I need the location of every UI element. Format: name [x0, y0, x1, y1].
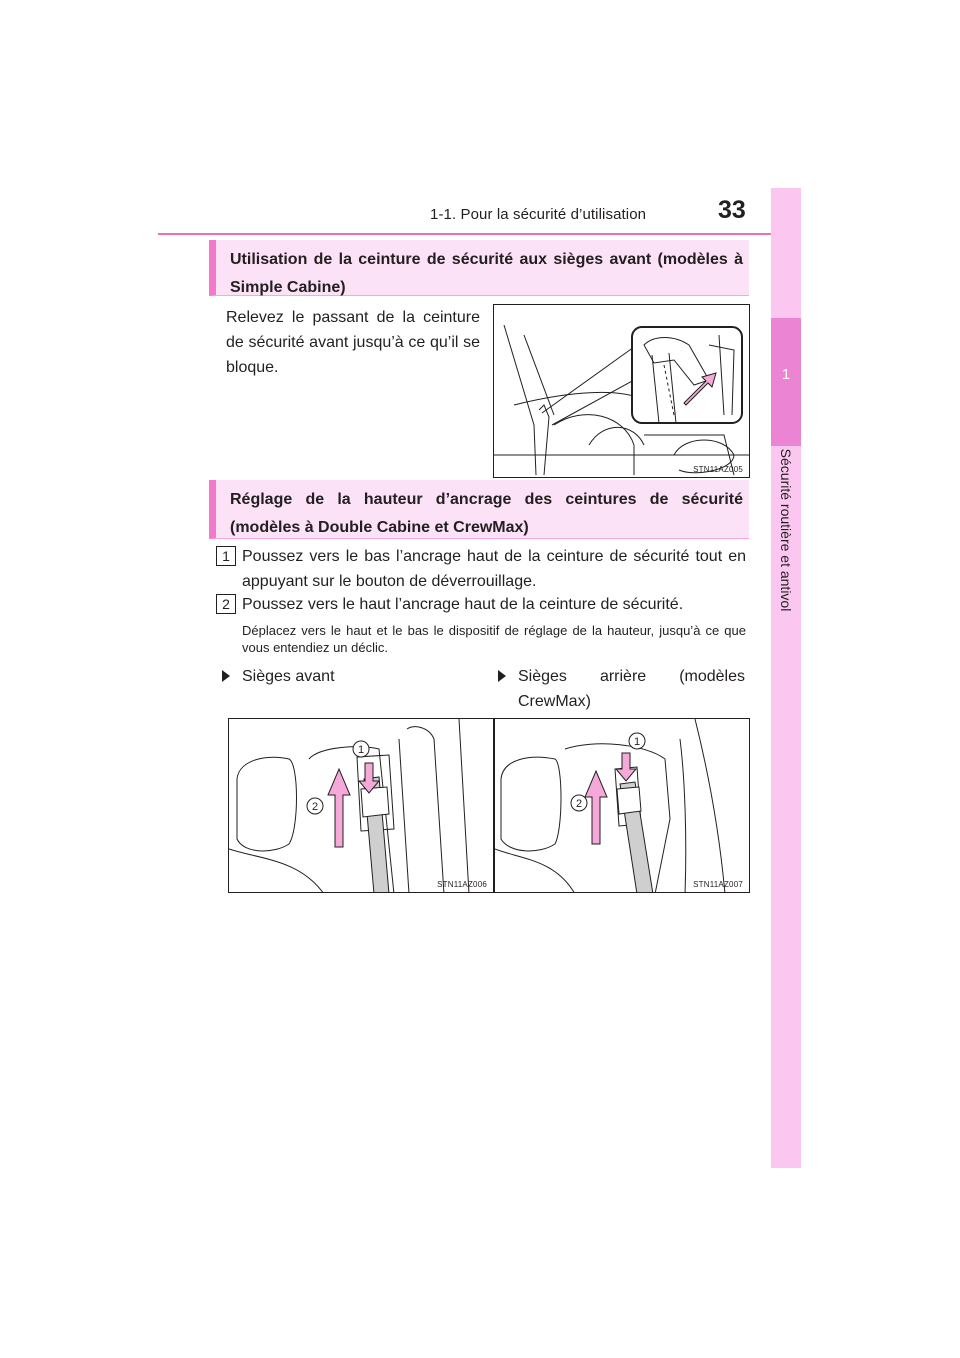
section-heading-simple-cabin: Utilisation de la ceinture de sécurité aux sièges avant (modèles à Simple Cabine): [209, 240, 749, 296]
figure-code: STN11AZ006: [437, 880, 487, 889]
figure-code: STN11AZ007: [693, 880, 743, 889]
figure-front-seats-anchor: [228, 718, 494, 893]
step-text: Poussez vers le bas l’ancrage haut de la ceinture de sécurité tout en appuyant sur le bouton de déverrouillage.: [242, 548, 746, 590]
side-tab-label: Sécurité routière et antivol: [778, 448, 794, 612]
header-section-title: 1-1. Pour la sécurité d’utilisation: [430, 206, 647, 223]
illustration-seat-belt-loop: [494, 305, 750, 478]
section-heading-anchor-height: Réglage de la hauteur d’ancrage des ceintures de sécurité (modèles à Double Cabine et CrewMax): [209, 480, 749, 539]
step-number: 2: [216, 594, 236, 614]
illustration-rear-anchor: [495, 719, 750, 893]
triangle-bullet-icon: [222, 670, 230, 682]
callout-1: 1: [357, 744, 365, 756]
section-intro-text: Relevez le passant de la ceinture de sécurité avant jusqu’à ce qu’il se bloque.: [226, 309, 480, 376]
figure-rear-seats-anchor: [494, 718, 750, 893]
side-tab-number: 1: [781, 366, 791, 383]
callout-1: 1: [633, 736, 641, 748]
triangle-bullet-icon: [498, 670, 506, 682]
step-number: 1: [216, 546, 236, 566]
header-rule: [158, 233, 801, 235]
callout-2: 2: [311, 801, 319, 813]
step-text: Poussez vers le haut l’ancrage haut de la ceinture de sécurité.: [242, 596, 684, 613]
callout-2: 2: [575, 798, 583, 810]
rear-seats-label: Sièges arrière (modèles CrewMax): [498, 664, 745, 714]
front-seats-label: Sièges avant: [222, 664, 335, 689]
adjustment-note: Déplacez vers le haut et le bas le dispositif de réglage de la hauteur, jusqu’à ce que vous entendiez un déclic.: [242, 623, 746, 655]
figure-code: STN11AZ005: [693, 465, 743, 474]
illustration-front-anchor: [229, 719, 494, 893]
page-number: 33: [718, 196, 746, 224]
figure-front-seat-belt-loop: [493, 304, 750, 478]
